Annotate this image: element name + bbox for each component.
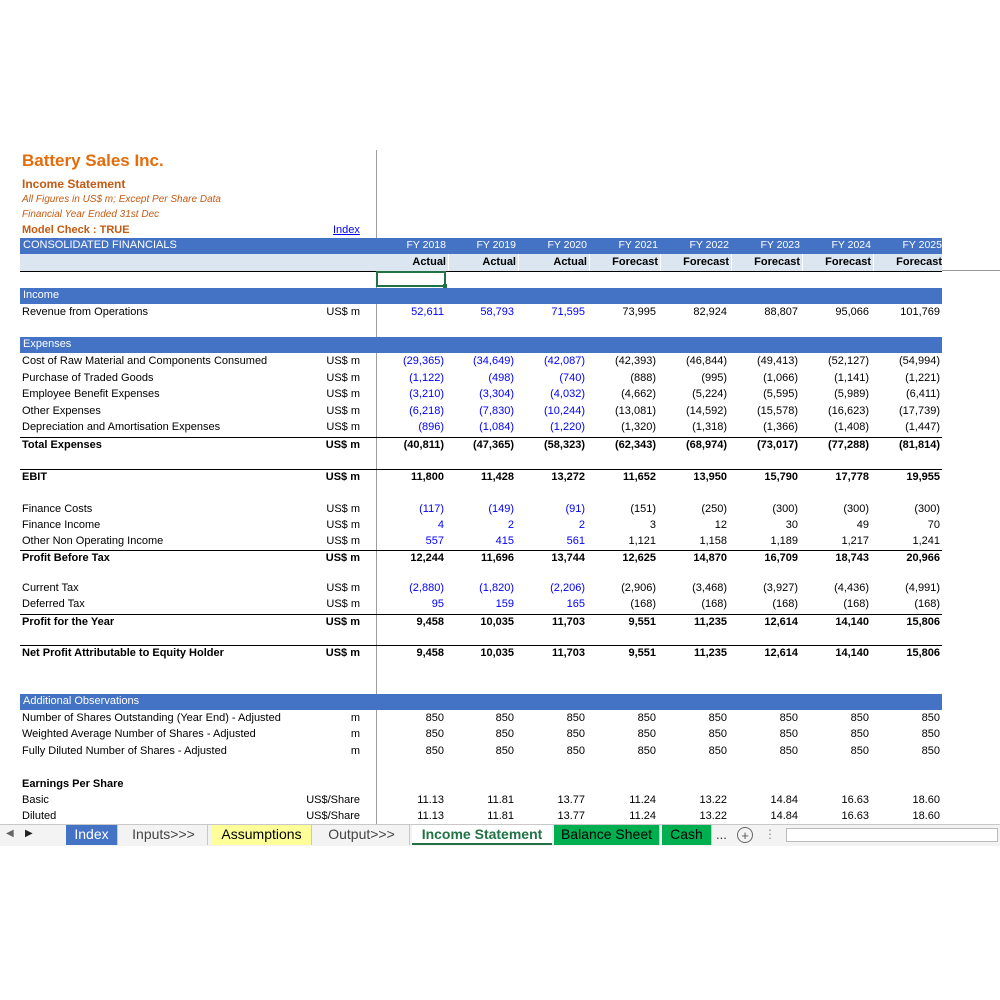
cell-value[interactable]: 15,806 <box>906 616 940 628</box>
period-type: Forecast <box>683 256 729 268</box>
cell-value[interactable]: 850 <box>637 745 656 757</box>
cell-value[interactable]: 3 <box>649 519 656 531</box>
row-label: Other Non Operating Income <box>22 535 164 547</box>
cell-value[interactable]: 557 <box>425 535 444 547</box>
cell-value[interactable]: (888) <box>630 372 656 384</box>
cell-value[interactable]: (117) <box>419 503 444 515</box>
cell-value[interactable]: 11.24 <box>629 810 656 822</box>
model-check: Model Check : TRUE <box>22 224 130 236</box>
cell-value[interactable]: 850 <box>566 712 585 724</box>
sheet-tab[interactable]: Output>>> <box>314 825 410 845</box>
cell-value[interactable]: (5,989) <box>834 388 869 400</box>
cell-value[interactable]: (1,220) <box>550 421 585 433</box>
cell-value[interactable]: 11,652 <box>622 471 656 483</box>
sheet-tab[interactable]: Index <box>66 825 118 845</box>
year-header: FY 2024 <box>831 239 871 251</box>
cell-value[interactable]: (13,081) <box>615 405 656 417</box>
cell-value[interactable]: 850 <box>495 728 514 740</box>
cell-value[interactable]: 11.81 <box>487 810 514 822</box>
cell-value[interactable]: 30 <box>785 519 798 531</box>
cell-value[interactable]: 13.77 <box>557 810 585 822</box>
cell-value[interactable]: 165 <box>566 598 585 610</box>
cell-value[interactable]: (2,206) <box>550 582 585 594</box>
row-unit: US$ m <box>326 306 360 318</box>
cell-value[interactable]: 13.22 <box>699 794 727 806</box>
cell-value[interactable]: (77,288) <box>828 439 869 451</box>
cell-value[interactable]: (4,032) <box>550 388 585 400</box>
row-unit: m <box>350 712 360 724</box>
row-unit: US$ m <box>326 405 360 417</box>
header-separator <box>518 254 519 271</box>
table-row[interactable] <box>20 420 942 436</box>
cell-value[interactable]: 850 <box>566 728 585 740</box>
cell-value[interactable]: 4 <box>437 519 444 531</box>
cell-value[interactable]: 11,800 <box>410 471 444 483</box>
cell-value[interactable]: 16,709 <box>764 552 798 564</box>
cell-value[interactable]: (15,578) <box>757 405 798 417</box>
row-label: Profit for the Year <box>22 616 115 628</box>
cell-value[interactable]: 14,140 <box>835 647 869 659</box>
row-unit: US$ m <box>326 355 360 367</box>
scroll-left-icon[interactable]: ◀ <box>6 828 14 839</box>
more-icon[interactable]: ⋮ <box>764 827 776 841</box>
cell-value[interactable]: (168) <box>914 598 940 610</box>
cell-value[interactable]: 14.84 <box>770 794 798 806</box>
cell-value[interactable]: (740) <box>559 372 585 384</box>
cell-value[interactable]: 850 <box>921 728 940 740</box>
cell-value[interactable]: (14,592) <box>686 405 727 417</box>
cell-value[interactable]: 17,778 <box>835 471 869 483</box>
cell-value[interactable]: 16.63 <box>841 794 869 806</box>
cell-value[interactable]: 52,611 <box>411 306 444 318</box>
cell-value[interactable]: 20,966 <box>906 552 940 564</box>
cell-value[interactable]: (300) <box>914 503 940 515</box>
row-unit: US$/Share <box>306 794 360 806</box>
tab-overflow[interactable]: ... <box>716 827 727 842</box>
cell-value[interactable]: (5,595) <box>763 388 798 400</box>
cell-value[interactable]: (4,662) <box>621 388 656 400</box>
table-row[interactable] <box>20 518 942 534</box>
row-label: Diluted <box>22 810 57 822</box>
row-label: Cost of Raw Material and Components Consumed <box>22 355 268 367</box>
cell-value[interactable]: 82,924 <box>693 306 727 318</box>
table-row[interactable] <box>20 371 942 387</box>
cell-value[interactable]: (34,649) <box>473 355 514 367</box>
cell-value[interactable]: (151) <box>630 503 656 515</box>
row-label: Other Expenses <box>22 405 101 417</box>
cell-value[interactable]: 15,806 <box>906 647 940 659</box>
cell-value[interactable]: (3,927) <box>763 582 798 594</box>
cell-value[interactable]: (47,365) <box>473 439 514 451</box>
cell-value[interactable]: 14.84 <box>770 810 798 822</box>
row-unit: US$ m <box>326 421 360 433</box>
cell-value[interactable]: (29,365) <box>403 355 444 367</box>
sheet-tab[interactable]: Balance Sheet <box>554 825 660 845</box>
period-type: Forecast <box>612 256 658 268</box>
cell-value[interactable]: 19,955 <box>906 471 940 483</box>
table-row[interactable] <box>20 305 942 321</box>
cell-value[interactable]: (58,323) <box>544 439 585 451</box>
cell-value[interactable]: 850 <box>850 745 869 757</box>
cell-value[interactable]: (16,623) <box>828 405 869 417</box>
cell-value[interactable]: 11,428 <box>480 471 514 483</box>
row-unit: US$ m <box>326 519 360 531</box>
cell-value[interactable]: 11.24 <box>629 794 656 806</box>
row-unit: US$ m <box>325 552 360 564</box>
cell-value[interactable]: 9,458 <box>416 616 444 628</box>
cell-value[interactable]: (62,343) <box>615 439 656 451</box>
cell-value[interactable]: 11,703 <box>551 616 585 628</box>
year-header: FY 2022 <box>689 239 729 251</box>
row-label: Finance Income <box>22 519 101 531</box>
cell-value[interactable]: (46,844) <box>686 355 727 367</box>
year-header: FY 2025 <box>902 239 942 251</box>
row-unit: US$ m <box>326 503 360 515</box>
cell-value[interactable]: 850 <box>850 728 869 740</box>
cell-value[interactable]: 850 <box>921 712 940 724</box>
cell-value[interactable]: 11.13 <box>417 794 444 806</box>
cell-value[interactable]: (498) <box>488 372 514 384</box>
figures-note: All Figures in US$ m; Except Per Share Data <box>22 194 221 205</box>
table-row[interactable] <box>20 354 942 370</box>
sheet-tab[interactable]: Assumptions <box>212 825 312 845</box>
selected-cell[interactable] <box>376 271 446 287</box>
cell-value[interactable]: 14,140 <box>835 616 869 628</box>
cell-value[interactable]: (1,447) <box>905 421 940 433</box>
cell-value[interactable]: (1,066) <box>763 372 798 384</box>
cell-value[interactable]: 13,272 <box>551 471 585 483</box>
header-separator <box>731 254 732 271</box>
expenses-band <box>20 337 942 353</box>
cell-value[interactable]: 159 <box>495 598 514 610</box>
year-header: FY 2019 <box>476 239 516 251</box>
cell-value[interactable]: 561 <box>566 535 585 547</box>
cell-value[interactable]: 12,625 <box>622 552 656 564</box>
sheet-tab[interactable]: Income Statement <box>412 825 552 845</box>
cell-value[interactable]: (1,320) <box>621 421 656 433</box>
cell-value[interactable]: 101,769 <box>900 306 940 318</box>
cell-value[interactable]: 1,241 <box>912 535 940 547</box>
row-unit: US$ m <box>326 598 360 610</box>
row-unit: US$ m <box>325 647 360 659</box>
cell-value[interactable]: (1,221) <box>905 372 940 384</box>
table-row[interactable] <box>20 614 942 631</box>
cell-value[interactable]: 18,743 <box>835 552 869 564</box>
row-label: Fully Diluted Number of Shares - Adjusted <box>22 745 227 757</box>
cell-value[interactable]: 850 <box>708 712 727 724</box>
row-label: Employee Benefit Expenses <box>22 388 160 400</box>
cell-value[interactable]: 12,244 <box>410 552 444 564</box>
cell-value[interactable]: (10,244) <box>544 405 585 417</box>
table-row[interactable] <box>20 597 942 613</box>
table-row[interactable] <box>20 777 942 793</box>
cell-value[interactable]: (2,880) <box>409 582 444 594</box>
row-label: Profit Before Tax <box>22 552 110 564</box>
cell-value[interactable]: 10,035 <box>480 647 514 659</box>
index-link[interactable]: Index <box>333 224 360 236</box>
row-label: Deferred Tax <box>22 598 85 610</box>
cell-value[interactable]: (73,017) <box>757 439 798 451</box>
year-header: FY 2023 <box>760 239 800 251</box>
scroll-right-icon[interactable]: ▶ <box>25 828 33 839</box>
year-header: FY 2020 <box>547 239 587 251</box>
cell-value[interactable]: (250) <box>701 503 727 515</box>
row-label: Weighted Average Number of Shares - Adjusted <box>22 728 256 740</box>
row-label: Finance Costs <box>22 503 93 515</box>
cell-value[interactable]: 71,595 <box>551 306 585 318</box>
year-end-note: Financial Year Ended 31st Dec <box>22 209 160 220</box>
cell-value[interactable]: (995) <box>701 372 727 384</box>
table-row[interactable] <box>20 469 942 486</box>
cell-value[interactable]: (1,366) <box>763 421 798 433</box>
cell-value[interactable]: (17,739) <box>899 405 940 417</box>
cell-value[interactable]: 11,235 <box>693 647 727 659</box>
sheet-tab[interactable]: Cash <box>662 825 712 845</box>
row-label: Earnings Per Share <box>22 778 124 790</box>
cell-value[interactable]: (1,820) <box>479 582 514 594</box>
cell-value[interactable]: 850 <box>708 728 727 740</box>
header-separator <box>448 254 449 271</box>
row-label: Current Tax <box>22 582 79 594</box>
cell-value[interactable]: 11,703 <box>551 647 585 659</box>
horizontal-scrollbar[interactable] <box>786 828 998 842</box>
cell-value[interactable]: 850 <box>495 745 514 757</box>
cell-value[interactable]: (1,408) <box>834 421 869 433</box>
cell-value[interactable]: 11.81 <box>487 794 514 806</box>
year-header: FY 2018 <box>406 239 446 251</box>
cell-value[interactable]: (168) <box>843 598 869 610</box>
header-separator <box>873 254 874 271</box>
row-unit: m <box>350 728 360 740</box>
cell-value[interactable]: (49,413) <box>757 355 798 367</box>
cell-value[interactable]: 13.22 <box>699 810 727 822</box>
cell-value[interactable]: (68,974) <box>686 439 727 451</box>
cell-value[interactable]: 850 <box>425 745 444 757</box>
cell-value[interactable]: 12,614 <box>764 616 798 628</box>
cell-value[interactable]: 13.77 <box>557 794 585 806</box>
cell-value[interactable]: 850 <box>779 745 798 757</box>
cell-value[interactable]: (1,122) <box>409 372 444 384</box>
cell-value[interactable]: (6,411) <box>905 388 940 400</box>
cell-value[interactable]: 88,807 <box>764 306 798 318</box>
table-row[interactable] <box>20 809 942 825</box>
table-row[interactable] <box>20 581 942 597</box>
cell-value[interactable]: 850 <box>779 728 798 740</box>
row-unit: US$ m <box>326 388 360 400</box>
cell-value[interactable]: 415 <box>495 535 514 547</box>
row-label: Net Profit Attributable to Equity Holder <box>22 647 224 659</box>
period-type-row <box>20 254 942 272</box>
period-type: Forecast <box>896 256 942 268</box>
cell-value[interactable]: (5,224) <box>692 388 727 400</box>
table-row[interactable] <box>20 437 942 454</box>
cell-value[interactable]: 850 <box>850 712 869 724</box>
cell-value[interactable]: 11.13 <box>417 810 444 822</box>
cell-value[interactable]: 11,235 <box>693 616 727 628</box>
period-type: Actual <box>553 256 587 268</box>
cell-value[interactable]: (3,468) <box>692 582 727 594</box>
row-unit: US$ m <box>325 439 360 451</box>
additional-band <box>20 694 942 710</box>
year-header: FY 2021 <box>618 239 658 251</box>
cell-value[interactable]: (40,811) <box>403 439 444 451</box>
sheet-tab[interactable]: Inputs>>> <box>120 825 208 845</box>
sheet-tab-bar <box>0 824 1000 846</box>
table-row[interactable] <box>20 387 942 403</box>
header-separator <box>660 254 661 271</box>
cell-value[interactable]: 2 <box>578 519 585 531</box>
cell-value[interactable]: (3,210) <box>409 388 444 400</box>
period-type: Forecast <box>825 256 871 268</box>
grid-line <box>942 270 1000 271</box>
cell-value[interactable]: 9,551 <box>628 647 656 659</box>
cell-value[interactable]: 9,458 <box>416 647 444 659</box>
table-row[interactable] <box>20 727 942 743</box>
cell-value[interactable]: 12 <box>714 519 727 531</box>
cell-value[interactable]: 73,995 <box>622 306 656 318</box>
cell-value[interactable]: (6,218) <box>409 405 444 417</box>
row-label: Revenue from Operations <box>22 306 148 318</box>
cell-value[interactable]: (7,830) <box>479 405 514 417</box>
table-row[interactable] <box>20 534 942 550</box>
table-row[interactable] <box>20 645 942 662</box>
cell-value[interactable]: 13,950 <box>693 471 727 483</box>
cell-value[interactable]: 850 <box>425 728 444 740</box>
cell-value[interactable]: (52,127) <box>828 355 869 367</box>
cell-value[interactable]: 95 <box>431 598 444 610</box>
cell-value[interactable]: (4,436) <box>834 582 869 594</box>
cell-value[interactable]: 10,035 <box>480 616 514 628</box>
table-row[interactable] <box>20 550 942 567</box>
cell-value[interactable]: (300) <box>843 503 869 515</box>
cell-value[interactable]: (1,084) <box>479 421 514 433</box>
cell-value[interactable]: 18.60 <box>912 794 940 806</box>
cell-value[interactable]: 1,189 <box>770 535 798 547</box>
row-unit: US$/Share <box>306 810 360 822</box>
cell-value[interactable]: 1,158 <box>699 535 727 547</box>
cell-value[interactable]: 13,744 <box>551 552 585 564</box>
row-label: Basic <box>22 794 49 806</box>
table-row[interactable] <box>20 502 942 518</box>
cell-value[interactable]: 16.63 <box>841 810 869 822</box>
income-band <box>20 288 942 304</box>
row-unit: m <box>350 745 360 757</box>
cell-value[interactable]: (54,994) <box>899 355 940 367</box>
row-unit: US$ m <box>326 535 360 547</box>
cell-value[interactable]: 9,551 <box>628 616 656 628</box>
header-separator <box>589 254 590 271</box>
table-row[interactable] <box>20 711 942 727</box>
period-type: Actual <box>482 256 516 268</box>
row-label: EBIT <box>22 471 48 483</box>
cell-value[interactable]: (168) <box>701 598 727 610</box>
add-sheet-icon[interactable]: + <box>737 827 753 843</box>
cell-value[interactable]: (1,318) <box>692 421 727 433</box>
cell-value[interactable]: (300) <box>772 503 798 515</box>
cell-value[interactable]: (2,906) <box>621 582 656 594</box>
statement-title: Income Statement <box>22 177 126 191</box>
cell-value[interactable]: (1,141) <box>834 372 869 384</box>
row-unit: US$ m <box>325 471 360 483</box>
cell-value[interactable]: 49 <box>856 519 869 531</box>
cell-value[interactable]: 58,793 <box>480 306 514 318</box>
consolidated-label: CONSOLIDATED FINANCIALS <box>23 239 177 251</box>
cell-value[interactable]: 850 <box>637 712 656 724</box>
row-label: Purchase of Traded Goods <box>22 372 154 384</box>
additional-section-label: Additional Observations <box>23 695 140 707</box>
table-row[interactable] <box>20 744 942 760</box>
row-label: Depreciation and Amortisation Expenses <box>22 421 221 433</box>
cell-value[interactable]: (81,814) <box>899 439 940 451</box>
row-label: Total Expenses <box>22 439 102 451</box>
period-type: Forecast <box>754 256 800 268</box>
cell-value[interactable]: 1,121 <box>628 535 656 547</box>
cell-value[interactable]: 850 <box>495 712 514 724</box>
cell-value[interactable]: 850 <box>779 712 798 724</box>
cell-value[interactable]: 95,066 <box>835 306 869 318</box>
cell-value[interactable]: 15,790 <box>764 471 798 483</box>
cell-value[interactable]: 18.60 <box>912 810 940 822</box>
cell-value[interactable]: 850 <box>637 728 656 740</box>
cell-value[interactable]: (149) <box>488 503 514 515</box>
cell-value[interactable]: (3,304) <box>479 388 514 400</box>
cell-value[interactable]: 850 <box>566 745 585 757</box>
cell-value[interactable]: 1,217 <box>841 535 869 547</box>
header-separator <box>802 254 803 271</box>
cell-value[interactable]: (42,087) <box>544 355 585 367</box>
cell-value[interactable]: (42,393) <box>615 355 656 367</box>
header-band <box>20 238 942 254</box>
table-row[interactable] <box>20 793 942 809</box>
cell-value[interactable]: 12,614 <box>764 647 798 659</box>
table-row[interactable] <box>20 404 942 420</box>
cell-value[interactable]: 850 <box>425 712 444 724</box>
row-unit: US$ m <box>325 616 360 628</box>
cell-value[interactable]: (168) <box>630 598 656 610</box>
row-unit: US$ m <box>326 582 360 594</box>
cell-value[interactable]: 850 <box>921 745 940 757</box>
cell-value[interactable]: (168) <box>772 598 798 610</box>
company-name: Battery Sales Inc. <box>22 151 164 170</box>
cell-value[interactable]: 2 <box>507 519 514 531</box>
cell-value[interactable]: 850 <box>708 745 727 757</box>
cell-value[interactable]: (91) <box>565 503 585 515</box>
cell-value[interactable]: 11,696 <box>480 552 514 564</box>
expenses-section-label: Expenses <box>23 338 72 350</box>
row-unit: US$ m <box>326 372 360 384</box>
row-label: Number of Shares Outstanding (Year End) - Adjusted <box>22 712 281 724</box>
cell-value[interactable]: (896) <box>418 421 444 433</box>
cell-value[interactable]: (4,991) <box>905 582 940 594</box>
cell-value[interactable]: 14,870 <box>693 552 727 564</box>
cell-value[interactable]: 70 <box>927 519 940 531</box>
period-type: Actual <box>412 256 446 268</box>
income-section-label: Income <box>23 289 60 301</box>
